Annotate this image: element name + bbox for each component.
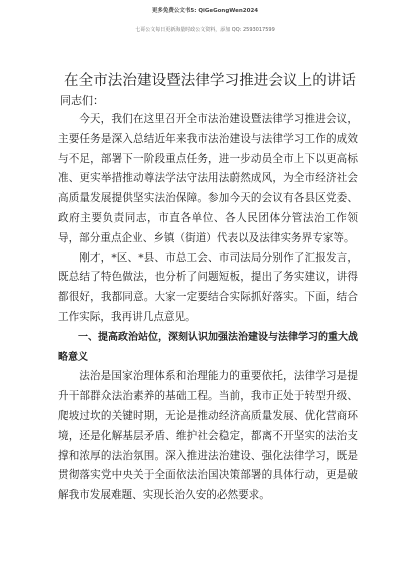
paragraph-intro: 今天，我们在这里召开全市法治建设暨法律学习推进会议，主要任务是深入总结近年来我市法治建设与法律学习工作的成效与不足，部署下一阶段重点任务，进一步动员全市上下以更高标准、更实举措推动尊法学法守法用法蔚然成风，为全市经济社会高质量发展提供坚实法治保障。参加今天的会议有各县区党委、政府主要负责同志，市直各单位、各人民团体分管法治工作领导，部分重点企业、乡镇（街道）代表以及法律实务界专家等。	[58, 113, 358, 244]
paragraph-section1: 法治是国家治理体系和治理能力的重要依托，法律学习是提升干部群众法治素养的基础工程。当前，我市正处于转型升级、爬坡过坎的关键时期，无论是推动经济高质量发展、优化营商环境，还是化解基层矛盾、维护社会稳定，都离不开坚实的法治支撑和浓厚的法治氛围。深入推进法治建设、强化法律学习，既是贯彻落实党中央关于全面依法治国决策部署的具体行动，更是破解我市发展难题、实现长治久安的必然要求。	[58, 370, 358, 502]
header-promo-line: 更多免费公文书5: QiGeGongWen2024	[151, 8, 259, 14]
document-body	[58, 110, 358, 506]
header-contact-line: 七哥公文每日更新海量时政公文资料，添加 QQ: 2593017599	[135, 27, 275, 33]
section-heading: 一、提高政治站位，深刻认识加强法治建设与法律学习的重大战略意义	[58, 331, 358, 363]
document-title: 在全市法治建设暨法律学习推进会议上的讲话	[64, 73, 356, 89]
paragraph-reports: 刚才，*区、*县、市总工会、市司法局分别作了汇报发言，既总结了特色做法，也分析了问题短板，提出了务实建议，讲得都很好，我都同意。大家一定要结合实际抓好落实。下面，结合工作实际，我再讲几点意见。	[58, 251, 358, 323]
salutation: 同志们：	[60, 94, 104, 107]
